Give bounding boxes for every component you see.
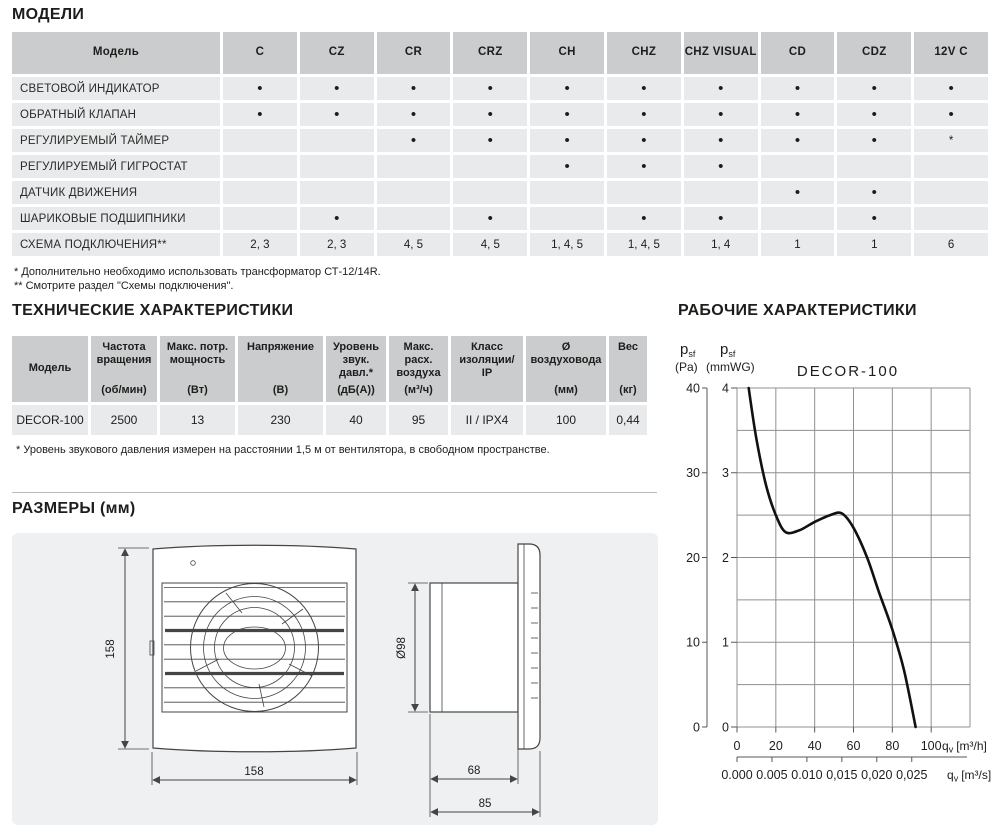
mmwg-axis-label: $p_{sf}$ [720,341,736,359]
tech-col-header [160,336,235,402]
models-cell: • [837,103,911,126]
models-cell: 4, 5 [377,233,451,256]
tech-col-header [326,336,386,402]
models-col-header: CHZ [607,32,681,74]
tech-col-name: Макс. потр. мощность [166,341,229,367]
tech-col-unit: (кг) [619,383,637,396]
m3s-tick-label: 0,020 [861,768,893,782]
models-cell: • [453,103,527,126]
tech-col-unit: (об/мин) [101,383,147,396]
mmwg-tick-label: 2 [722,550,729,565]
models-cell: • [530,103,604,126]
tech-col-unit: (дБ(А)) [337,383,375,396]
tech-col-unit: (м³/ч) [404,383,433,396]
models-cell [914,155,988,178]
mmwg-axis-unit: (mmWG) [706,360,755,374]
models-row-label: ОБРАТНЫЙ КЛАПАН [12,103,220,126]
models-cell [223,181,297,204]
models-col-header: CDZ [837,32,911,74]
tech-col-header [526,336,606,402]
models-col-header: C [223,32,297,74]
tech-col-header [12,336,88,402]
models-cell [761,207,835,230]
models-table [12,32,988,256]
models-cell: • [377,103,451,126]
tech-col-header [609,336,647,402]
models-col-header: 12V C [914,32,988,74]
tech-cell: 100 [526,405,606,435]
performance-chart [670,330,1000,800]
models-cell: • [453,77,527,100]
dimensions-panel [12,533,658,825]
models-cell: • [607,77,681,100]
models-cell [914,207,988,230]
m3h-tick-label: 0 [733,739,741,753]
models-cell [300,155,374,178]
models-cell [300,129,374,152]
m3h-tick-label: 100 [920,739,942,753]
models-cell: • [837,207,911,230]
models-cell: • [684,207,758,230]
pa-tick-label: 40 [686,381,700,396]
models-cell: • [684,155,758,178]
mmwg-tick-label: 4 [722,381,729,396]
models-footnotes [14,266,381,293]
models-cell: 1, 4, 5 [607,233,681,256]
mmwg-tick-label: 3 [722,466,729,481]
models-cell: • [607,129,681,152]
tech-cell: DECOR-100 [12,405,88,435]
models-cell [377,155,451,178]
tech-col-header [451,336,523,402]
models-cell: • [453,129,527,152]
models-cell: 2, 3 [223,233,297,256]
models-row-label: СХЕМА ПОДКЛЮЧЕНИЯ** [12,233,220,256]
performance-section-title: РАБОЧИЕ ХАРАКТЕРИСТИКИ [678,302,917,319]
m3s-tick-label: 0,015 [826,768,858,782]
models-cell: • [377,77,451,100]
models-cell: • [684,103,758,126]
m3h-tick-label: 60 [846,739,861,753]
tech-cell: 95 [389,405,448,435]
models-cell: 2, 3 [300,233,374,256]
models-cell: • [530,77,604,100]
tech-col-name: Макс. расх. воздуха [396,341,441,380]
models-cell: • [607,207,681,230]
models-footnote-1: * Дополнительно необходимо использовать трансформатор СТ-12/14R. [14,266,381,278]
pa-axis-label: $p_{sf}$ [680,341,696,359]
front-height-dim: 158 [105,639,117,659]
models-cell: • [223,103,297,126]
models-section-title: МОДЕЛИ [12,6,85,23]
models-cell [223,207,297,230]
tech-cell: 230 [238,405,323,435]
models-cell: 1 [761,233,835,256]
m3s-tick-label: 0,025 [896,768,928,782]
models-cell: • [300,103,374,126]
models-row-label: ШАРИКОВЫЕ ПОДШИПНИКИ [12,207,220,230]
models-cell: • [761,103,835,126]
models-cell: 1, 4 [684,233,758,256]
tech-col-header [91,336,157,402]
models-cell: • [761,77,835,100]
models-cell: • [530,155,604,178]
models-cell [377,181,451,204]
mmwg-tick-label: 0 [722,720,729,735]
tech-cell: 40 [326,405,386,435]
models-col-header: CHZ VISUAL [684,32,758,74]
tech-col-unit: (В) [272,383,289,396]
tech-footnote: * Уровень звукового давления измерен на расстоянии 1,5 м от вентилятора, в свободном пространстве. [16,444,550,456]
models-cell: • [530,129,604,152]
tech-cell: 13 [160,405,235,435]
models-cell [761,155,835,178]
front-width-dim: 158 [244,766,264,778]
mmwg-tick-label: 1 [722,635,729,650]
m3h-tick-label: 20 [768,739,783,753]
models-cell: • [837,77,911,100]
models-cell: • [607,155,681,178]
pa-axis-unit: (Pa) [675,360,698,374]
dimensions-section-title: РАЗМЕРЫ (мм) [12,500,136,517]
m3h-tick-label: 40 [807,739,822,753]
section-divider [12,492,657,493]
models-cell: * [914,129,988,152]
tech-col-header [389,336,448,402]
models-cell [223,155,297,178]
models-cell [377,207,451,230]
models-col-header: CRZ [453,32,527,74]
tech-section-title: ТЕХНИЧЕСКИЕ ХАРАКТЕРИСТИКИ [12,302,294,319]
models-cell: 1, 4, 5 [530,233,604,256]
m3h-axis-unit: $q_v$ [m³/h] [942,739,987,755]
tech-col-name: Вес [617,341,639,353]
models-cell [837,155,911,178]
pa-tick-label: 10 [686,635,700,650]
models-cell: • [684,129,758,152]
models-col-header: CZ [300,32,374,74]
m3s-tick-label: 0.005 [756,768,788,782]
tech-col-name: Класс изоляции/ IP [459,341,515,380]
models-cell: • [837,129,911,152]
models-cell: • [453,207,527,230]
tech-cell: II / IPX4 [451,405,523,435]
tech-col-name: Модель [28,362,72,375]
m3s-axis-unit: $q_v$ [m³/s] [947,768,992,784]
models-cell: • [761,181,835,204]
m3h-tick-label: 80 [885,739,900,753]
models-cell [530,181,604,204]
models-row-label: РЕГУЛИРУЕМЫЙ ТАЙМЕР [12,129,220,152]
dimensions-drawing [12,533,658,825]
tech-cell: 2500 [91,405,157,435]
models-col-header: CR [377,32,451,74]
models-cell: • [300,207,374,230]
models-cell: • [914,77,988,100]
tech-col-name: Напряжение [247,341,314,353]
fan-front-view [105,545,357,785]
models-cell: 4, 5 [453,233,527,256]
total-depth-dim: 85 [478,798,492,810]
chart-gridlines [737,388,970,727]
models-cell [223,129,297,152]
tech-cell: 0,44 [609,405,647,435]
models-cell [607,181,681,204]
tech-col-unit: (мм) [554,383,578,396]
tech-table [12,336,647,435]
duct-diameter-dim: Ø98 [396,637,408,659]
models-cell [300,181,374,204]
models-cell [530,207,604,230]
chart-axes [686,381,967,782]
fan-side-view [396,544,540,817]
models-cell: • [300,77,374,100]
models-cell: 6 [914,233,988,256]
models-cell: • [223,77,297,100]
models-cell: • [684,77,758,100]
pa-tick-label: 20 [686,550,700,565]
pa-tick-label: 0 [693,720,700,735]
tech-col-name: Уровень звук. давл.* [332,341,379,380]
models-cell: • [377,129,451,152]
models-cell [453,181,527,204]
models-cell: • [607,103,681,126]
models-footnote-2: ** Смотрите раздел "Схемы подключения". [14,279,234,292]
pa-tick-label: 30 [686,466,700,481]
m3s-tick-label: 0.000 [721,768,753,782]
models-col-header: CH [530,32,604,74]
tech-col-unit: (Вт) [187,383,208,396]
models-row-label: СВЕТОВОЙ ИНДИКАТОР [12,77,220,100]
models-col-header: CD [761,32,835,74]
models-cell: • [837,181,911,204]
models-cell: • [761,129,835,152]
models-row-label: РЕГУЛИРУЕМЫЙ ГИГРОСТАТ [12,155,220,178]
tech-col-header [238,336,323,402]
models-row-label: ДАТЧИК ДВИЖЕНИЯ [12,181,220,204]
m3s-tick-label: 0.010 [791,768,823,782]
models-cell: 1 [837,233,911,256]
models-cell: • [914,103,988,126]
models-cell [914,181,988,204]
tech-col-name: Ø воздуховода [530,341,602,367]
tech-col-name: Частота вращения [96,341,152,367]
chart-title: DECOR-100 [796,363,900,380]
models-cell [684,181,758,204]
models-header-model: Модель [12,32,220,74]
duct-length-dim: 68 [467,765,481,777]
models-cell [453,155,527,178]
